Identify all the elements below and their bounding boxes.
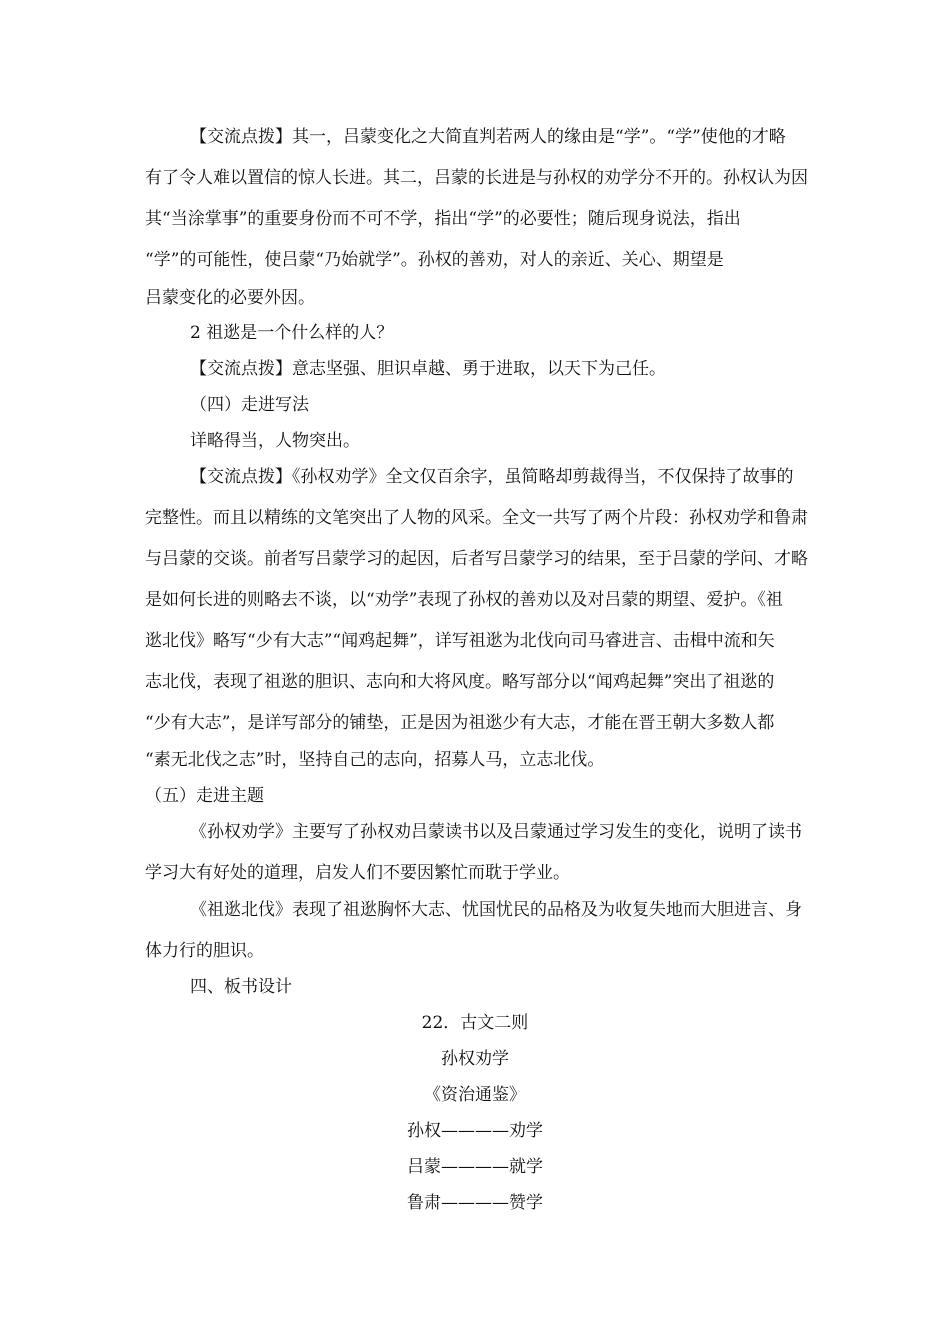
text-line: 志北伐，表现了祖逖的胆识、志向和大将风度。略写部分以“闻鸡起舞”突出了祖逖的 <box>145 672 775 692</box>
text-line: 完整性。而且以精练的文笔突出了人物的风采。全文一共写了两个片段：孙权劝学和鲁肃 <box>145 508 808 528</box>
text-line: 与吕蒙的交谈。前者写吕蒙学习的起因，后者写吕蒙学习的结果，至于吕蒙的学问、才略 <box>145 549 808 569</box>
text-line: “学”的可能性，使吕蒙“乃始就学”。孙权的善劝，对人的亲近、关心、期望是 <box>145 250 724 270</box>
text-line: 体力行的胆识。 <box>145 941 264 961</box>
board-title: 22．古文二则 <box>421 1013 529 1033</box>
section-heading: 四、板书设计 <box>190 977 292 997</box>
text-line: 逖北伐》略写“少有大志”“闻鸡起舞”，详写祖逖为北伐向司马睿进言、击楫中流和矢 <box>145 631 775 651</box>
text-line: 有了令人难以置信的惊人长进。其二，吕蒙的长进是与孙权的劝学分不开的。孙权认为因 <box>145 168 808 188</box>
text-line: “少有大志”，是详写部分的铺垫，正是因为祖逖少有大志，才能在晋王朝大多数人都 <box>145 713 775 733</box>
section-subheading: 详略得当，人物突出。 <box>190 431 360 451</box>
board-row: 吕蒙————就学 <box>407 1157 543 1177</box>
answer-line: 【交流点拨】意志坚强、胆识卓越、勇于进取，以天下为己任。 <box>190 359 666 379</box>
section-heading: （四）走进写法 <box>190 395 309 415</box>
board-source: 《资治通鉴》 <box>424 1085 526 1105</box>
text-line: 是如何长进的则略去不谈，以“劝学”表现了孙权的善劝以及对吕蒙的期望、爱护。《祖 <box>145 590 783 610</box>
board-row: 鲁肃————赞学 <box>407 1193 543 1213</box>
text-line: 吕蒙变化的必要外因。 <box>145 288 315 308</box>
text-line: 【交流点拨】其一，吕蒙变化之大简直判若两人的缘由是“学”。“学”使他的才略 <box>190 127 786 147</box>
question-heading: 2 祖逖是一个什么样的人？ <box>190 323 394 343</box>
text-line: “素无北伐之志”时，坚持自己的志向，招募人马，立志北伐。 <box>145 750 605 770</box>
text-line: 其“当涂掌事”的重要身份而不可不学，指出“学”的必要性；随后现身说法，指出 <box>145 209 741 229</box>
board-row: 孙权————劝学 <box>407 1121 543 1141</box>
text-line: 【交流点拨】《孙权劝学》全文仅百余字，虽简略却剪裁得当，不仅保持了故事的 <box>190 467 794 487</box>
section-heading: （五）走进主题 <box>145 786 264 806</box>
text-line: 学习大有好处的道理，启发人们不要因繁忙而耽于学业。 <box>145 863 570 883</box>
board-subtitle: 孙权劝学 <box>441 1049 509 1069</box>
text-line: 《祖逖北伐》表现了祖逖胸怀大志、忧国忧民的品格及为收复失地而大胆进言、身 <box>190 900 802 920</box>
text-line: 《孙权劝学》主要写了孙权劝吕蒙读书以及吕蒙通过学习发生的变化，说明了读书 <box>190 822 802 842</box>
